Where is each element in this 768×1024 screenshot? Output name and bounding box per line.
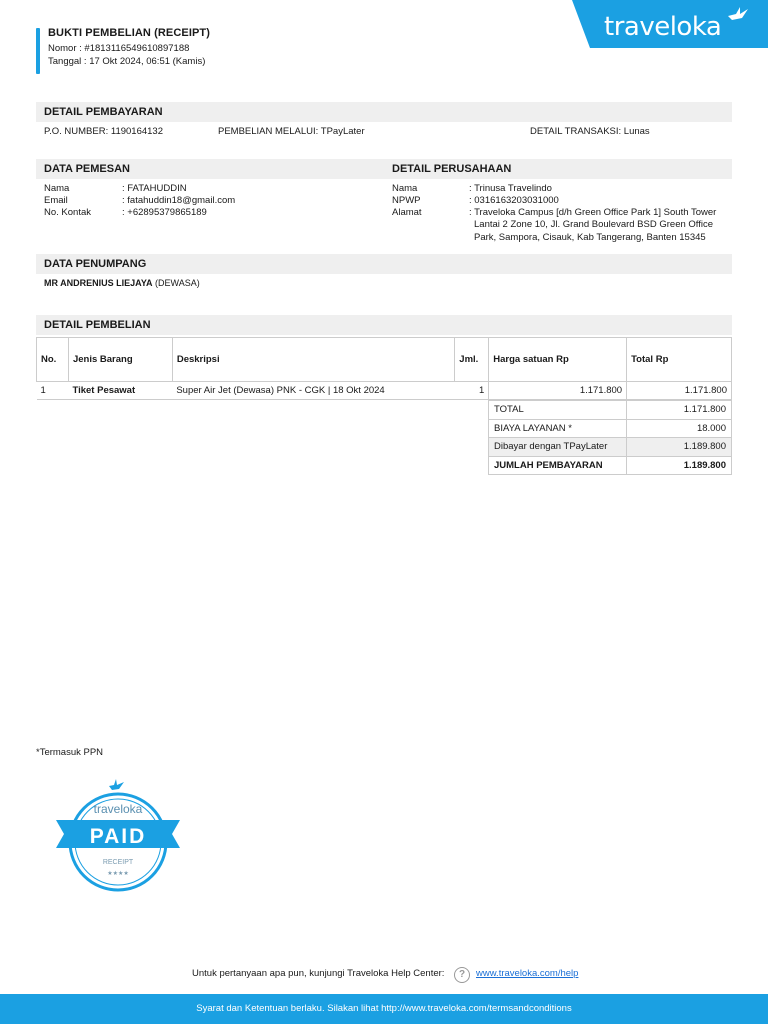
column-header: Deskripsi [172, 338, 454, 382]
stamp-caption: RECEIPT [102, 859, 134, 866]
cell-unit-price: 1.171.800 [489, 382, 627, 400]
table-header-row [37, 338, 732, 382]
receipt-date: Tanggal : 17 Okt 2024, 06:51 (Kamis) [48, 56, 206, 67]
column-header: Jenis Barang [68, 338, 172, 382]
buyer-value: : fatahuddin18@gmail.com [122, 195, 236, 206]
section-passenger: DATA PENUMPANG [36, 254, 732, 274]
passenger-name: MR ANDRENIUS LIEJAYA [44, 278, 153, 288]
totals-row [489, 401, 732, 420]
column-header: No. [37, 338, 69, 382]
stamp-brand: traveloka [93, 802, 143, 816]
buyer-label: Nama [44, 183, 70, 194]
company-value: : Trinusa Travelindo [469, 183, 552, 194]
company-label: Alamat [392, 207, 422, 218]
tax-note: *Termasuk PPN [36, 747, 104, 758]
terms-footer: Syarat dan Ketentuan berlaku. Silakan lihat http://www.traveloka.com/termsandconditions [0, 994, 768, 1024]
company-label: Nama [392, 183, 418, 194]
cell-no: 1 [37, 382, 69, 400]
table-row [37, 382, 732, 400]
buyer-label: No. Kontak [44, 207, 91, 218]
totals-row [489, 438, 732, 457]
receipt-number: Nomor : #1813116549610897188 [48, 43, 190, 54]
question-icon: ? [454, 967, 470, 983]
totals-value: 1.189.800 [627, 456, 732, 475]
totals-value: 18.000 [627, 419, 732, 438]
company-label: NPWP [392, 195, 421, 206]
help-center-link[interactable]: www.traveloka.com/help [476, 968, 579, 979]
buyer-value: : FATAHUDDIN [122, 183, 187, 194]
column-header: Harga satuan Rp [489, 338, 627, 382]
cell-qty: 1 [455, 382, 489, 400]
totals-row [489, 419, 732, 438]
totals-label: Dibayar dengan TPayLater [489, 438, 627, 457]
bird-logo-icon [726, 6, 750, 24]
cell-total: 1.171.800 [627, 382, 732, 400]
bird-icon [109, 779, 124, 790]
section-payment: DETAIL PEMBAYARAN [36, 102, 732, 122]
cell-item-type: Tiket Pesawat [68, 382, 172, 400]
receipt-title: BUKTI PEMBELIAN (RECEIPT) [48, 27, 210, 39]
paid-stamp [52, 776, 184, 894]
column-header: Total Rp [627, 338, 732, 382]
totals-value: 1.189.800 [627, 438, 732, 457]
stamp-status: PAID [89, 825, 147, 848]
po-number: P.O. NUMBER: 1190164132 [44, 126, 163, 137]
buyer-value: : +62895379865189 [122, 207, 207, 218]
transaction-status: DETAIL TRANSAKSI: Lunas [530, 126, 650, 137]
section-purchase: DETAIL PEMBELIAN [36, 315, 732, 335]
cell-description: Super Air Jet (Dewasa) PNK - CGK | 18 Okt 2024 [172, 382, 454, 400]
totals-value: 1.171.800 [627, 401, 732, 420]
totals-label: BIAYA LAYANAN * [489, 419, 627, 438]
buyer-label: Email [44, 195, 68, 206]
company-value: : 0316163203031000 [469, 195, 559, 206]
purchase-table [36, 337, 732, 400]
totals-table [488, 400, 732, 475]
stamp-stars: ★★★★ [107, 870, 129, 877]
totals-label: JUMLAH PEMBAYARAN [489, 456, 627, 475]
column-header: Jml. [455, 338, 489, 382]
passenger-info [44, 278, 200, 288]
traveloka-logo: traveloka [604, 12, 722, 42]
totals-label: TOTAL [489, 401, 627, 420]
company-value: : Traveloka Campus [d/h Green Office Park 1] South Tower [469, 207, 717, 218]
grand-total-row [489, 456, 732, 475]
header-accent-bar [36, 28, 40, 74]
company-address-cont: Lantai 2 Zone 10, Jl. Grand Boulevard BSD Green Office Park, Sampora, Cisauk, Kab Tangerang, Banten 15345 [474, 219, 714, 243]
purchased-via: PEMBELIAN MELALUI: TPayLater [218, 126, 365, 137]
help-text: Untuk pertanyaan apa pun, kunjungi Traveloka Help Center: [192, 968, 445, 979]
section-buyer: DATA PEMESAN [36, 159, 384, 179]
section-company: DETAIL PERUSAHAAN [384, 159, 732, 179]
passenger-type: (DEWASA) [155, 278, 200, 288]
